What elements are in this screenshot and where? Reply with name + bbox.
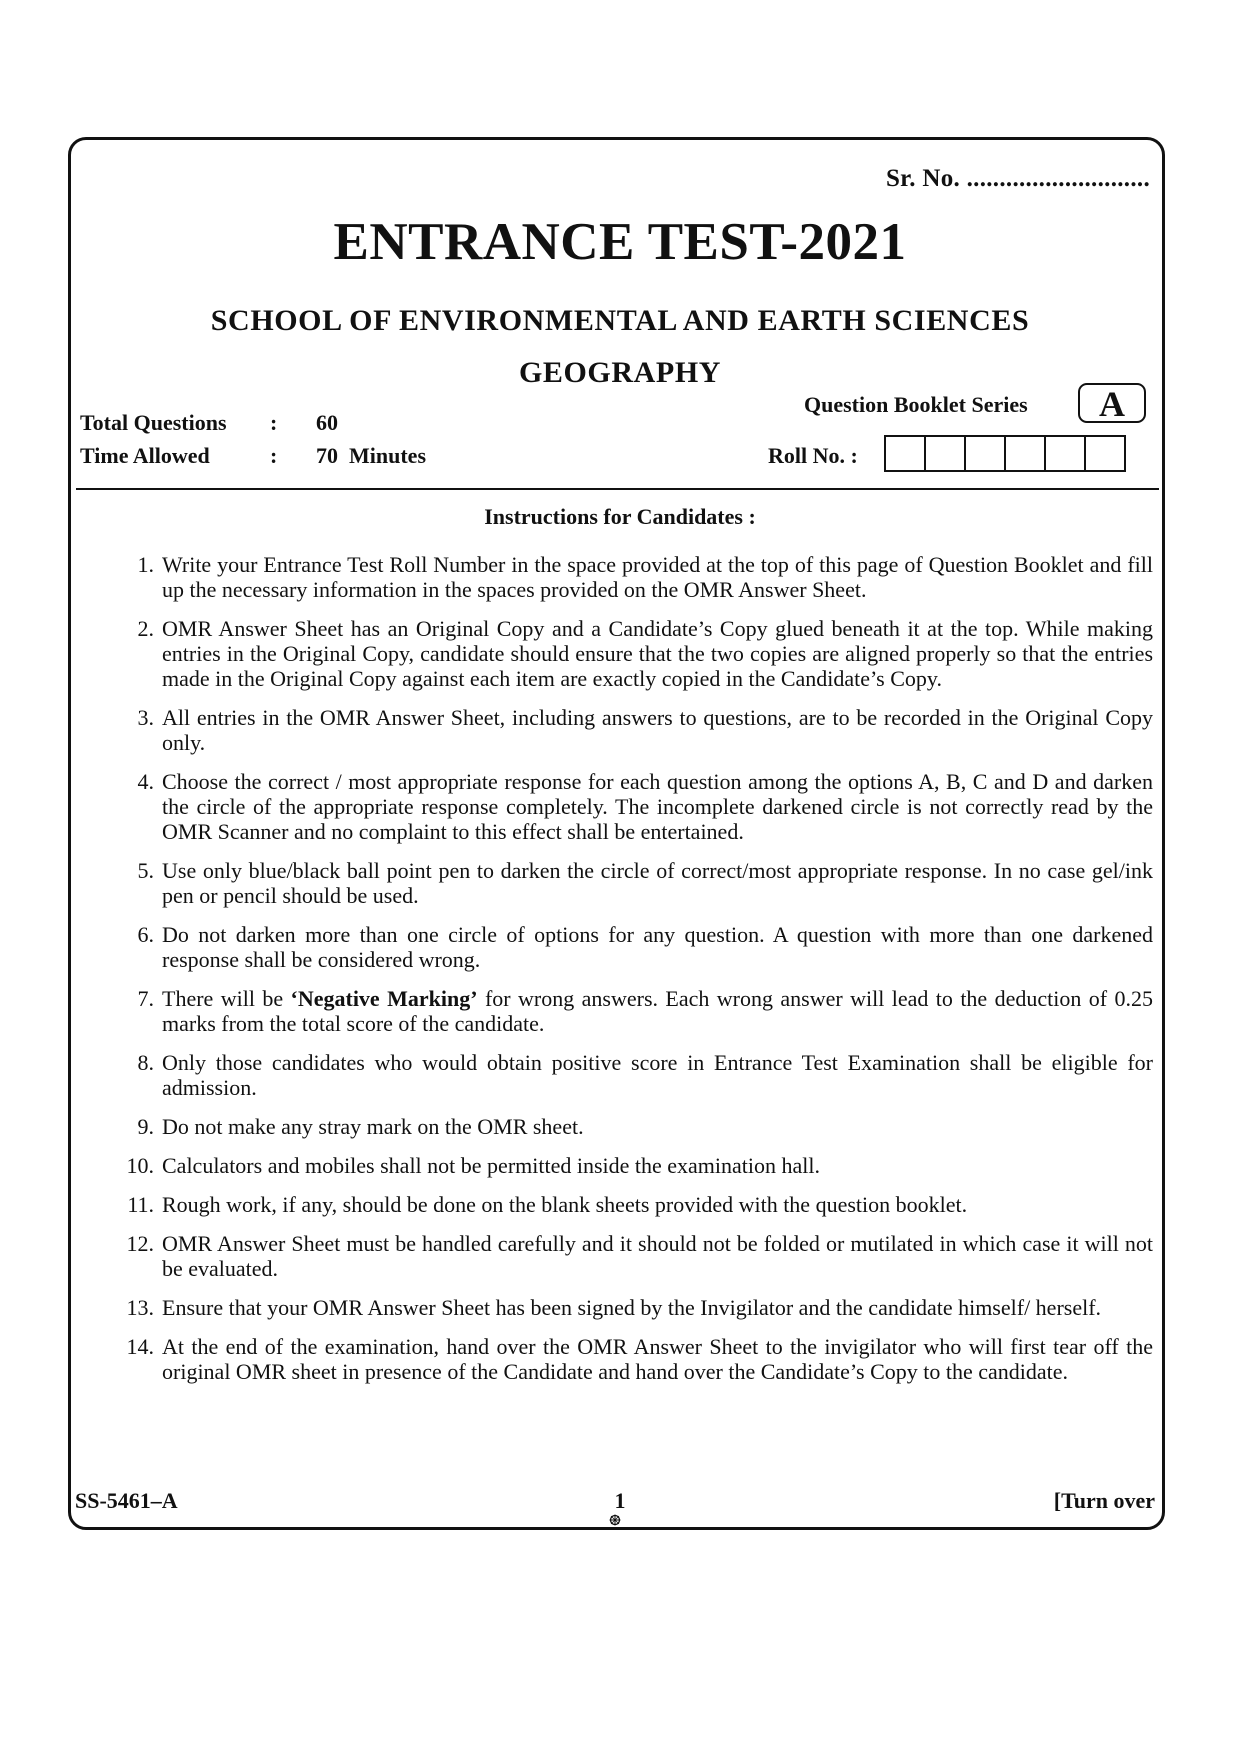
roll-number-box[interactable] — [924, 435, 966, 472]
list-item: 14. At the end of the examination, hand over the OMR Answer Sheet to the invigilator who will first tear off the original OMR sheet in presence of the Candidate and hand over the Candidate’s Copy to the candidate. — [126, 1334, 1153, 1384]
list-item: 12. OMR Answer Sheet must be handled carefully and it should not be folded or mutilated in which case it will not be evaluated. — [126, 1231, 1153, 1281]
list-item: 9. Do not make any stray mark on the OMR sheet. — [137, 1114, 584, 1139]
total-questions-value: 60 — [316, 410, 338, 435]
list-item: 7. There will be ‘Negative Marking’ for wrong answers. Each wrong answer will lead to the deduction of 0.25 marks from the total score of the candidate. — [137, 986, 1159, 1036]
booklet-series-label: Question Booklet Series — [804, 392, 1028, 417]
school-name: SCHOOL OF ENVIRONMENTAL AND EARTH SCIENCES — [210, 304, 1030, 337]
roll-number-box[interactable] — [1084, 435, 1126, 472]
booklet-series-badge: A — [1078, 383, 1146, 423]
time-allowed-value: 70 Minutes — [316, 443, 426, 468]
list-item: 4. Choose the correct / most appropriate response for each question among the options A, B, C and D and darken the circle of the appropriate response completely. The incomplete darkened circle is not correctly read by the OMR Scanner and no complaint to this effect shall be entertained. — [137, 769, 1153, 844]
list-item: 8. Only those candidates who would obtain positive score in Entrance Test Examination shall be eligible for admission. — [137, 1050, 1153, 1100]
instructions-list — [108, 552, 1159, 1398]
list-item: 1. Write your Entrance Test Roll Number in the space provided at the top of this page of Question Booklet and fill up the necessary information in the spaces provided on the OMR Answer Sheet. — [137, 552, 1153, 602]
roll-number-box[interactable] — [1004, 435, 1046, 472]
serial-number: Sr. No. ............................ — [885, 165, 1150, 192]
time-allowed-row — [80, 443, 426, 469]
total-questions-row — [80, 410, 338, 436]
colon: : — [270, 443, 278, 468]
instructions-heading: Instructions for Candidates : — [484, 504, 756, 529]
time-allowed-label: Time Allowed — [80, 443, 210, 468]
roll-number-label: Roll No. : — [768, 443, 858, 468]
subject-name: GEOGRAPHY — [518, 356, 722, 389]
page-number: 1 — [614, 1488, 626, 1513]
roll-number-field[interactable] — [886, 435, 1126, 472]
total-questions-label: Total Questions — [80, 410, 227, 435]
turn-over-note: [Turn over — [1053, 1488, 1155, 1513]
divider — [76, 488, 1159, 490]
booklet-code: SS-5461–A — [75, 1488, 178, 1513]
negative-marking-emphasis: ‘Negative Marking’ — [290, 986, 478, 1011]
list-item: 6. Do not darken more than one circle of options for any question. A question with more than one darkened response shall be considered wrong. — [137, 922, 1153, 972]
roll-number-box[interactable] — [964, 435, 1006, 472]
list-item: 2. OMR Answer Sheet has an Original Copy and a Candidate’s Copy glued beneath it at the top. While making entries in the Original Copy, candidate should ensure that the two copies are aligned properly so that the entries made in the Original Copy against each item are exactly copied in the Candidate’s Copy. — [137, 616, 1153, 691]
list-item: 5. Use only blue/black ball point pen to darken the circle of correct/most appropriate response. In no case gel/ink pen or pencil should be used. — [137, 858, 1153, 908]
registration-mark-icon — [609, 1514, 621, 1526]
list-item: 13. Ensure that your OMR Answer Sheet has been signed by the Invigilator and the candidate himself/ herself. — [126, 1295, 1102, 1320]
roll-number-box[interactable] — [1044, 435, 1086, 472]
list-item: 3. All entries in the OMR Answer Sheet, including answers to questions, are to be recorded in the Original Copy only. — [137, 705, 1153, 755]
colon: : — [270, 410, 278, 435]
list-item: 11. Rough work, if any, should be done on the blank sheets provided with the question booklet. — [127, 1192, 968, 1217]
roll-number-box[interactable] — [884, 435, 926, 472]
list-item: 10. Calculators and mobiles shall not be permitted inside the examination hall. — [126, 1153, 821, 1178]
page-title: ENTRANCE TEST-2021 — [333, 213, 907, 271]
